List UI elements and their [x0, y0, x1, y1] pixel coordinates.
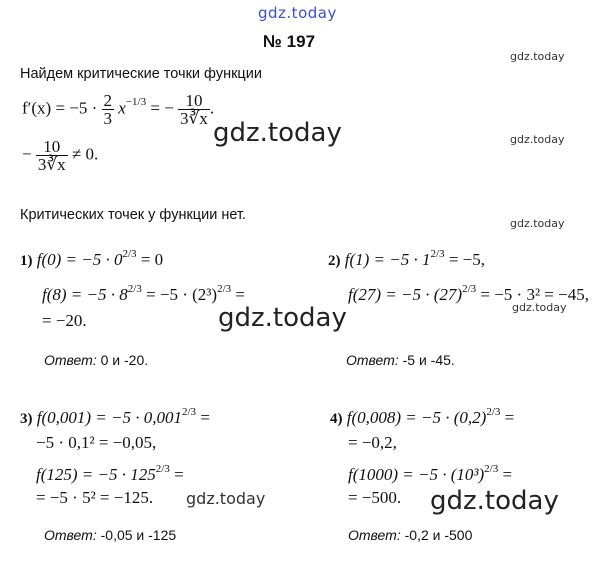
section-4-line-4: = −500. [348, 488, 402, 507]
watermark-small: gdz.today [512, 301, 567, 314]
watermark-small: gdz.today [510, 133, 565, 146]
section-4-line-1: 4) $f(0,008) = -5 \cdot (0,2)^{2/3}$ = [330, 406, 515, 427]
section-2-answer: Ответ: -5 и -45. [346, 352, 455, 368]
section-2-line-1: 2) $f(1) = -5 \cdot 1^{2/3} = -5$, [328, 248, 485, 269]
watermark-top: gdz.today [258, 4, 337, 22]
section-3-line-1: 3) $f(0,001) = -5 \cdot 0,001^{2/3}$ = [20, 406, 210, 427]
inequality: − $\frac{10}{3∛x}$ ≠ 0. [22, 137, 99, 174]
watermark-small: gdz.today [510, 50, 565, 63]
section-3-line-3: $f(125) = -5 \cdot 125^{2/3}$ = [36, 463, 184, 484]
problem-number: № 197 [263, 32, 316, 51]
derivative-formula: f′(x) = −5 · $\frac{2}{3}$ $x^{-1/3}$ = − $\frac{10}{3∛x}$ . [22, 91, 215, 128]
watermark-big: gdz.today [213, 118, 342, 148]
section-3-line-4: = −5 · 5² = −125. [36, 488, 154, 507]
section-1-line-1: 1) $f(0) = -5 \cdot 0^{2/3} = 0$ [20, 248, 164, 269]
no-critical-points: Критических точек у функции нет. [20, 207, 246, 223]
watermark-big: gdz.today [218, 303, 347, 333]
section-3-answer: Ответ: -0,05 и -125 [44, 527, 177, 543]
watermark-small: gdz.today [186, 489, 266, 508]
section-2-line-2: $f(27) = -5 \cdot (27)^{2/3} = -5 \cdot 3^2 = -45$, [348, 283, 589, 304]
intro-text: Найдем критические точки функции [20, 66, 262, 82]
section-1-line-3: = −20. [42, 311, 87, 330]
section-4-answer: Ответ: -0,2 и -500 [348, 527, 473, 543]
watermark-small: gdz.today [510, 217, 565, 230]
section-1-line-2: $f(8) = -5 \cdot 8^{2/3} = -5 \cdot (2^3)^{2/3}$ = [42, 283, 245, 304]
watermark-big: gdz.today [430, 486, 559, 516]
section-1-answer: Ответ: 0 и -20. [44, 352, 149, 368]
section-4-line-3: $f(1000) = -5 \cdot (10^3)^{2/3}$ = [348, 463, 513, 484]
section-3-line-2: −5 · 0,1² = −0,05, [36, 433, 157, 452]
section-4-line-2: = −0,2, [348, 433, 397, 452]
